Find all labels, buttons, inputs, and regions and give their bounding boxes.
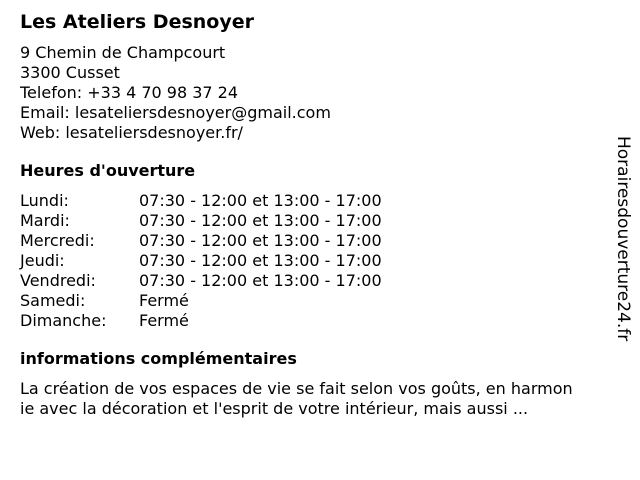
day-time: 07:30 - 12:00 et 13:00 - 17:00: [139, 191, 382, 210]
business-name: Les Ateliers Desnoyer: [20, 11, 254, 33]
day-label: Lundi:: [20, 191, 69, 210]
day-label: Mardi:: [20, 211, 70, 230]
hours-row-lundi: [20, 191, 610, 211]
hours-row-vendredi: [20, 271, 610, 291]
day-time: Fermé: [139, 291, 189, 310]
hours-row-mardi: [20, 211, 610, 231]
day-time: 07:30 - 12:00 et 13:00 - 17:00: [139, 231, 382, 250]
address-city: 3300 Cusset: [20, 63, 120, 82]
hours-row-mercredi: [20, 231, 610, 251]
site-watermark: Horairesdouverture24.fr: [613, 136, 633, 342]
email-line: Email: lesateliersdesnoyer@gmail.com: [20, 103, 331, 122]
address-street: 9 Chemin de Champcourt: [20, 43, 226, 62]
web-line: Web: lesateliersdesnoyer.fr/: [20, 123, 243, 142]
day-label: Dimanche:: [20, 311, 107, 330]
info-text-line-2: ie avec la décoration et l'esprit de votre intérieur, mais aussi ...: [20, 399, 529, 418]
day-label: Jeudi:: [20, 251, 65, 270]
day-label: Samedi:: [20, 291, 86, 310]
day-time: Fermé: [139, 311, 189, 330]
business-card: [20, 10, 610, 419]
day-time: 07:30 - 12:00 et 13:00 - 17:00: [139, 251, 382, 270]
day-time: 07:30 - 12:00 et 13:00 - 17:00: [139, 211, 382, 230]
info-heading: informations complémentaires: [20, 349, 297, 368]
hours-row-jeudi: [20, 251, 610, 271]
day-label: Mercredi:: [20, 231, 95, 250]
hours-row-dimanche: [20, 311, 610, 331]
day-label: Vendredi:: [20, 271, 96, 290]
hours-table: [20, 191, 610, 331]
hours-heading: Heures d'ouverture: [20, 161, 196, 180]
hours-row-samedi: [20, 291, 610, 311]
phone-line: Telefon: +33 4 70 98 37 24: [20, 83, 239, 102]
info-text-line-1: La création de vos espaces de vie se fait selon vos goûts, en harmon: [20, 379, 573, 398]
day-time: 07:30 - 12:00 et 13:00 - 17:00: [139, 271, 382, 290]
